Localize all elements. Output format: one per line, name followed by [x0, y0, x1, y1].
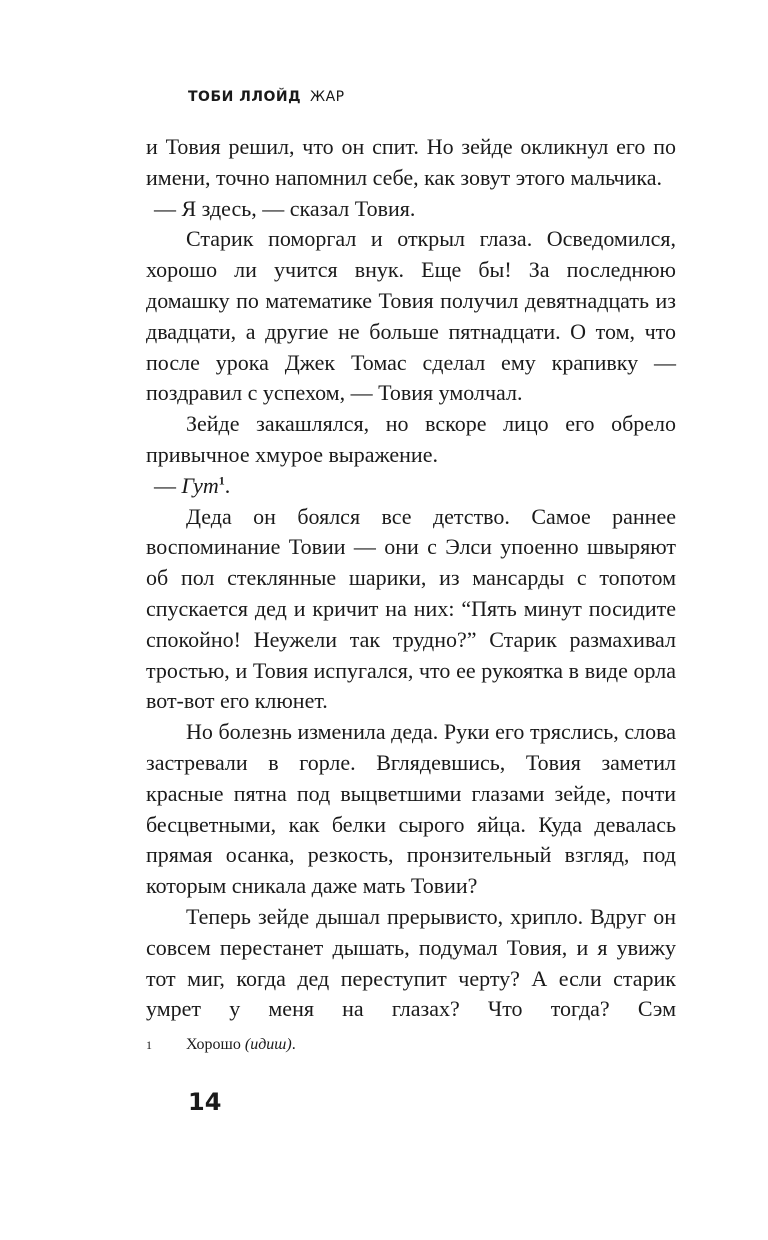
- running-head: [188, 89, 345, 105]
- dialog-line: — Я здесь, — сказал Товия.: [154, 195, 416, 221]
- footnote-reference[interactable]: 1: [218, 473, 225, 488]
- paragraph: и Товия решил, что он спит. Но зейде окликнул его по имени, точно напомнил себе, как зовут этого мальчика.: [146, 134, 676, 190]
- running-head-author: ТОБИ ЛЛОЙД: [188, 89, 302, 105]
- running-head-title: ЖАР: [310, 89, 345, 105]
- paragraph: Старик поморгал и открыл глаза. Осведомился, хорошо ли учится внук. Еще бы! За последнюю домашку по математике Товия получил девятнадцать из двадцати, а другие не больше пятнадцати. О том, что после урока Джек Томас сделал ему крапивку — поздравил с успехом, — Товия умолчал.: [146, 226, 676, 406]
- paragraph: Деда он боялся все детство. Самое раннее воспоминание Товии — они с Элси упоенно швыряют об пол стеклянные шарики, из мансарды с топотом спускается дед и кричит на них: “Пять минут посидите спокойно! Неужели так трудно?” Старик размахивал тростью, и Товия испугался, что ее рукоятка в виде орла вот-вот его клюнет.: [146, 503, 676, 714]
- body-text: [146, 132, 676, 1025]
- footnote-end: .: [291, 1036, 296, 1053]
- paragraph: Теперь зейде дышал прерывисто, хрипло. Вдруг он совсем перестанет дышать, подумал Товия, и я увижу тот миг, когда дед переступит черту? А если старик умрет у меня на глазах? Что тогда? Сэм: [146, 903, 676, 1022]
- footnote: [146, 1036, 676, 1054]
- dialog-line: [146, 471, 676, 502]
- footnote-number: 1: [146, 1038, 152, 1052]
- footnote-language: (идиш): [244, 1036, 292, 1053]
- dialog-dash: —: [154, 472, 182, 498]
- dialog-end: .: [224, 472, 231, 498]
- yiddish-word: Гут: [181, 472, 219, 498]
- page-number: 14: [188, 1088, 222, 1116]
- paragraph: Зейде закашлялся, но вскоре лицо его обрело привычное хмурое выражение.: [146, 411, 676, 467]
- paragraph: Но болезнь изменила деда. Руки его тряслись, слова застревали в горле. Вглядевшись, Товия заметил красные пятна под выцветшими глазами зейде, почти бесцветными, как белки сырого яйца. Куда девалась прямая осанка, резкость, пронзительный взгляд, под которым сникала даже мать Товии?: [146, 719, 676, 899]
- footnote-text: Хорошо: [186, 1036, 245, 1053]
